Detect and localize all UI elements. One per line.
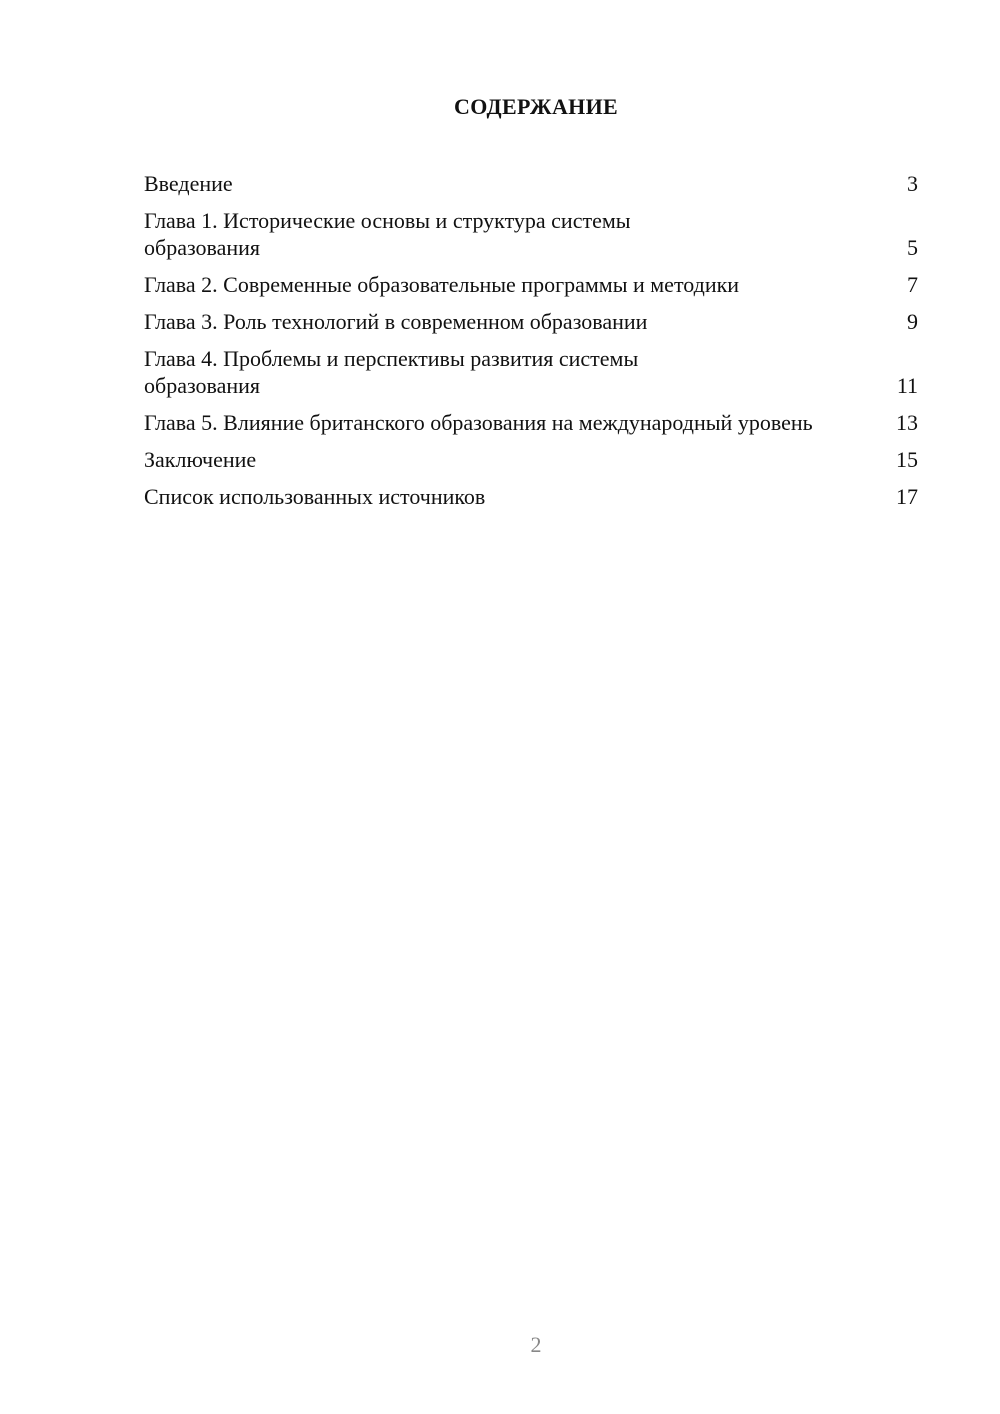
toc-entry-page: 11 xyxy=(896,373,918,398)
toc-entry-label: Глава 4. Проблемы и перспективы развития системы образования xyxy=(144,346,639,398)
toc-title: СОДЕРЖАНИЕ xyxy=(454,94,618,119)
toc-entry-label: Введение xyxy=(144,171,233,196)
toc-entry-page: 3 xyxy=(907,171,918,196)
toc-entry-page: 9 xyxy=(907,309,918,334)
toc-entry-chapter-4 xyxy=(144,345,918,399)
toc-entry-label: Заключение xyxy=(144,447,257,472)
toc-entry-conclusion xyxy=(144,446,918,473)
table-of-contents xyxy=(144,170,918,520)
toc-entry-chapter-1 xyxy=(144,207,918,261)
toc-entry-introduction xyxy=(144,170,918,197)
toc-entry-page: 17 xyxy=(896,484,918,509)
toc-entry-page: 13 xyxy=(896,410,918,435)
toc-entry-page: 15 xyxy=(896,447,918,472)
toc-entry-chapter-3 xyxy=(144,308,918,335)
toc-entry-chapter-2 xyxy=(144,271,918,298)
toc-entry-label: Список использованных источников xyxy=(144,484,486,509)
toc-entry-references xyxy=(144,483,918,510)
page-number: 2 xyxy=(530,1332,542,1357)
toc-entry-page: 7 xyxy=(907,272,918,297)
toc-entry-label: Глава 2. Современные образовательные программы и методики xyxy=(144,272,740,297)
toc-entry-label: Глава 3. Роль технологий в современном образовании xyxy=(144,309,648,334)
toc-entry-chapter-5 xyxy=(144,409,918,436)
toc-entry-label: Глава 5. Влияние британского образования на международный уровень xyxy=(144,410,813,435)
toc-entry-label: Глава 1. Исторические основы и структура системы образования xyxy=(144,208,631,260)
toc-entry-page: 5 xyxy=(907,235,918,260)
